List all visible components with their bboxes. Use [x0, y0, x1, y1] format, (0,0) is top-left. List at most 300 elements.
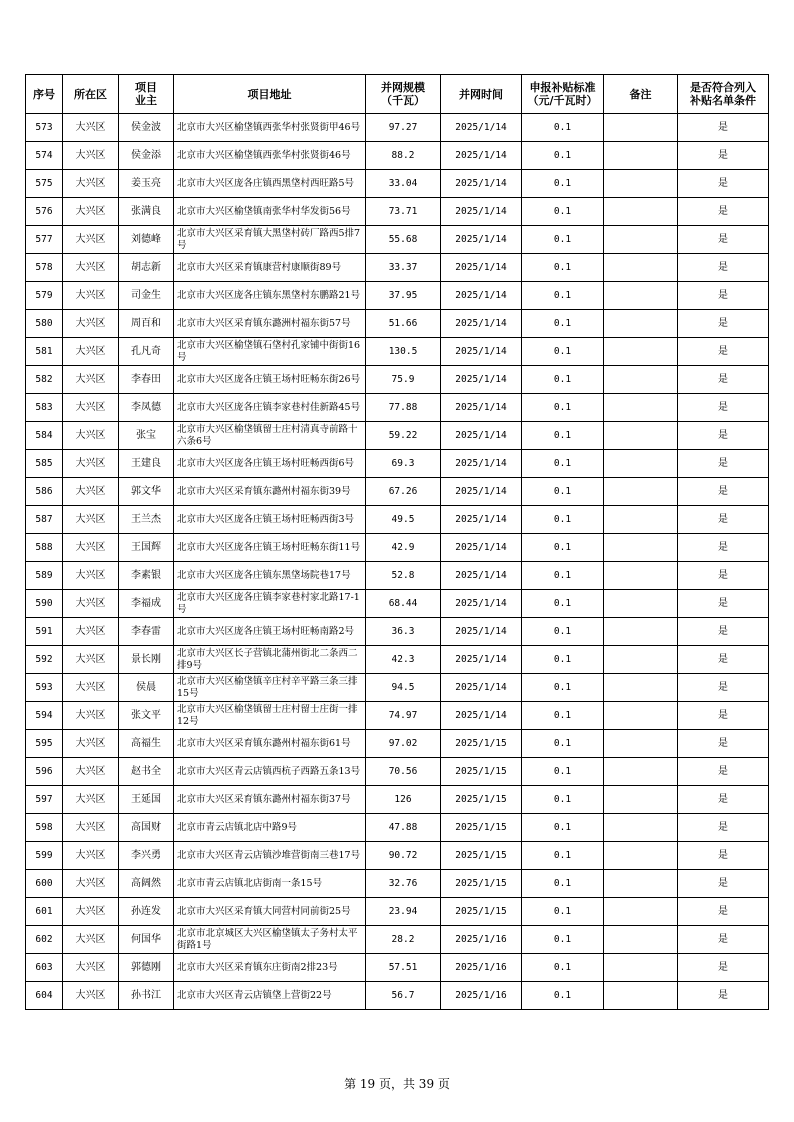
cell-standard: 0.1: [522, 114, 604, 142]
cell-seq: 582: [26, 366, 63, 394]
cell-eligible: 是: [678, 898, 769, 926]
cell-district: 大兴区: [63, 422, 119, 450]
cell-address: 北京市大兴区青云店镇西杭子西路五条13号: [174, 758, 366, 786]
cell-remark: [604, 226, 678, 254]
cell-date: 2025/1/14: [441, 534, 522, 562]
cell-capacity: 51.66: [366, 310, 441, 338]
cell-owner: 胡志新: [119, 254, 174, 282]
table-row: [26, 562, 769, 590]
cell-capacity: 67.26: [366, 478, 441, 506]
cell-remark: [604, 450, 678, 478]
table-row: [26, 702, 769, 730]
cell-remark: [604, 646, 678, 674]
cell-address: 北京市大兴区采育镇东庄街南2排23号: [174, 954, 366, 982]
cell-date: 2025/1/14: [441, 198, 522, 226]
cell-district: 大兴区: [63, 758, 119, 786]
cell-eligible: 是: [678, 310, 769, 338]
cell-address: 北京市大兴区采育镇东潞洲村福东街57号: [174, 310, 366, 338]
table-row: [26, 422, 769, 450]
cell-district: 大兴区: [63, 198, 119, 226]
cell-capacity: 55.68: [366, 226, 441, 254]
cell-standard: 0.1: [522, 226, 604, 254]
cell-date: 2025/1/14: [441, 366, 522, 394]
table-row: [26, 142, 769, 170]
cell-owner: 刘德峰: [119, 226, 174, 254]
table-row: [26, 618, 769, 646]
page-footer: 第 19 页，共 39 页: [344, 1077, 450, 1091]
cell-remark: [604, 506, 678, 534]
cell-capacity: 130.5: [366, 338, 441, 366]
cell-owner: 景长刚: [119, 646, 174, 674]
cell-eligible: 是: [678, 534, 769, 562]
cell-seq: 588: [26, 534, 63, 562]
cell-district: 大兴区: [63, 618, 119, 646]
cell-eligible: 是: [678, 590, 769, 618]
cell-eligible: 是: [678, 870, 769, 898]
cell-eligible: 是: [678, 142, 769, 170]
cell-eligible: 是: [678, 562, 769, 590]
cell-eligible: 是: [678, 394, 769, 422]
cell-date: 2025/1/16: [441, 926, 522, 954]
cell-seq: 581: [26, 338, 63, 366]
table-row: [26, 366, 769, 394]
table-row: [26, 898, 769, 926]
cell-seq: 604: [26, 982, 63, 1010]
table-row: [26, 114, 769, 142]
cell-owner: 王建良: [119, 450, 174, 478]
cell-capacity: 36.3: [366, 618, 441, 646]
cell-capacity: 23.94: [366, 898, 441, 926]
header-standard: 申报补贴标准 （元/千瓦时）: [522, 75, 604, 114]
cell-seq: 593: [26, 674, 63, 702]
cell-district: 大兴区: [63, 310, 119, 338]
cell-owner: 孙连发: [119, 898, 174, 926]
header-owner: 项目 业主: [119, 75, 174, 114]
table-row: [26, 310, 769, 338]
cell-capacity: 37.95: [366, 282, 441, 310]
cell-address: 北京市大兴区采育镇康营村康顺街89号: [174, 254, 366, 282]
table-row: [26, 954, 769, 982]
cell-remark: [604, 842, 678, 870]
cell-owner: 司金生: [119, 282, 174, 310]
cell-capacity: 73.71: [366, 198, 441, 226]
cell-address: 北京市大兴区采育镇东潞州村福东街37号: [174, 786, 366, 814]
cell-seq: 592: [26, 646, 63, 674]
cell-date: 2025/1/14: [441, 702, 522, 730]
cell-seq: 601: [26, 898, 63, 926]
cell-address: 北京市大兴区榆垡镇南张华村华发街56号: [174, 198, 366, 226]
cell-remark: [604, 982, 678, 1010]
cell-seq: 577: [26, 226, 63, 254]
cell-address: 北京市青云店镇北店中路9号: [174, 814, 366, 842]
cell-capacity: 88.2: [366, 142, 441, 170]
cell-standard: 0.1: [522, 730, 604, 758]
cell-eligible: 是: [678, 226, 769, 254]
cell-district: 大兴区: [63, 898, 119, 926]
cell-date: 2025/1/15: [441, 758, 522, 786]
cell-capacity: 42.3: [366, 646, 441, 674]
cell-address: 北京市大兴区庞各庄镇王场村旺畅西街3号: [174, 506, 366, 534]
cell-seq: 599: [26, 842, 63, 870]
cell-district: 大兴区: [63, 870, 119, 898]
cell-capacity: 70.56: [366, 758, 441, 786]
cell-district: 大兴区: [63, 226, 119, 254]
cell-owner: 李兴勇: [119, 842, 174, 870]
cell-district: 大兴区: [63, 114, 119, 142]
cell-seq: 580: [26, 310, 63, 338]
cell-capacity: 97.27: [366, 114, 441, 142]
cell-owner: 姜玉亮: [119, 170, 174, 198]
cell-remark: [604, 954, 678, 982]
header-district: 所在区: [63, 75, 119, 114]
table-row: [26, 338, 769, 366]
cell-address: 北京市大兴区榆垡镇留士庄村留士庄街一排12号: [174, 702, 366, 730]
cell-eligible: 是: [678, 954, 769, 982]
cell-standard: 0.1: [522, 478, 604, 506]
table-row: [26, 814, 769, 842]
cell-capacity: 56.7: [366, 982, 441, 1010]
cell-standard: 0.1: [522, 366, 604, 394]
cell-seq: 595: [26, 730, 63, 758]
cell-capacity: 52.8: [366, 562, 441, 590]
cell-district: 大兴区: [63, 646, 119, 674]
cell-capacity: 28.2: [366, 926, 441, 954]
cell-seq: 589: [26, 562, 63, 590]
cell-standard: 0.1: [522, 170, 604, 198]
cell-eligible: 是: [678, 842, 769, 870]
cell-eligible: 是: [678, 366, 769, 394]
cell-district: 大兴区: [63, 366, 119, 394]
cell-standard: 0.1: [522, 842, 604, 870]
cell-standard: 0.1: [522, 982, 604, 1010]
cell-eligible: 是: [678, 422, 769, 450]
table-row: [26, 674, 769, 702]
cell-remark: [604, 926, 678, 954]
cell-standard: 0.1: [522, 926, 604, 954]
cell-standard: 0.1: [522, 702, 604, 730]
cell-seq: 602: [26, 926, 63, 954]
cell-date: 2025/1/15: [441, 814, 522, 842]
cell-owner: 王国辉: [119, 534, 174, 562]
cell-capacity: 94.5: [366, 674, 441, 702]
cell-standard: 0.1: [522, 534, 604, 562]
cell-owner: 李福成: [119, 590, 174, 618]
cell-district: 大兴区: [63, 254, 119, 282]
cell-district: 大兴区: [63, 590, 119, 618]
cell-address: 北京市大兴区庞各庄镇李家巷村家北路17-1号: [174, 590, 366, 618]
cell-owner: 孙书江: [119, 982, 174, 1010]
header-date: 并网时间: [441, 75, 522, 114]
cell-standard: 0.1: [522, 786, 604, 814]
cell-district: 大兴区: [63, 478, 119, 506]
cell-remark: [604, 478, 678, 506]
cell-remark: [604, 898, 678, 926]
cell-owner: 郭德刚: [119, 954, 174, 982]
cell-district: 大兴区: [63, 170, 119, 198]
cell-seq: 579: [26, 282, 63, 310]
table-row: [26, 982, 769, 1010]
cell-owner: 张满良: [119, 198, 174, 226]
cell-eligible: 是: [678, 506, 769, 534]
cell-standard: 0.1: [522, 338, 604, 366]
table-row: [26, 198, 769, 226]
cell-remark: [604, 394, 678, 422]
cell-address: 北京市大兴区榆垡镇辛庄村辛平路三条三排15号: [174, 674, 366, 702]
table-row: [26, 870, 769, 898]
cell-district: 大兴区: [63, 338, 119, 366]
cell-district: 大兴区: [63, 394, 119, 422]
cell-address: 北京市大兴区采育镇东潞州村福东街61号: [174, 730, 366, 758]
cell-standard: 0.1: [522, 282, 604, 310]
cell-capacity: 57.51: [366, 954, 441, 982]
cell-district: 大兴区: [63, 282, 119, 310]
cell-capacity: 68.44: [366, 590, 441, 618]
cell-date: 2025/1/16: [441, 982, 522, 1010]
cell-standard: 0.1: [522, 618, 604, 646]
table-row: [26, 394, 769, 422]
cell-date: 2025/1/14: [441, 254, 522, 282]
cell-remark: [604, 310, 678, 338]
cell-owner: 孔凡奇: [119, 338, 174, 366]
cell-seq: 596: [26, 758, 63, 786]
cell-owner: 高阔然: [119, 870, 174, 898]
cell-remark: [604, 170, 678, 198]
cell-seq: 597: [26, 786, 63, 814]
cell-owner: 何国华: [119, 926, 174, 954]
header-remark: 备注: [604, 75, 678, 114]
table-row: [26, 758, 769, 786]
cell-standard: 0.1: [522, 954, 604, 982]
cell-capacity: 97.02: [366, 730, 441, 758]
table-row: [26, 282, 769, 310]
cell-address: 北京市大兴区青云店镇垡上营街22号: [174, 982, 366, 1010]
cell-district: 大兴区: [63, 730, 119, 758]
cell-owner: 王延国: [119, 786, 174, 814]
cell-date: 2025/1/14: [441, 618, 522, 646]
cell-eligible: 是: [678, 786, 769, 814]
cell-standard: 0.1: [522, 254, 604, 282]
cell-standard: 0.1: [522, 646, 604, 674]
table-row: [26, 926, 769, 954]
cell-owner: 王兰杰: [119, 506, 174, 534]
cell-date: 2025/1/14: [441, 394, 522, 422]
cell-seq: 594: [26, 702, 63, 730]
cell-address: 北京市大兴区庞各庄镇李家巷村佳新路45号: [174, 394, 366, 422]
cell-remark: [604, 142, 678, 170]
cell-eligible: 是: [678, 282, 769, 310]
cell-remark: [604, 366, 678, 394]
cell-eligible: 是: [678, 254, 769, 282]
cell-seq: 600: [26, 870, 63, 898]
cell-eligible: 是: [678, 338, 769, 366]
cell-capacity: 47.88: [366, 814, 441, 842]
cell-seq: 584: [26, 422, 63, 450]
cell-date: 2025/1/16: [441, 954, 522, 982]
cell-date: 2025/1/15: [441, 730, 522, 758]
cell-owner: 李春田: [119, 366, 174, 394]
cell-capacity: 90.72: [366, 842, 441, 870]
cell-standard: 0.1: [522, 898, 604, 926]
cell-address: 北京市大兴区庞各庄镇东黑垡场院巷17号: [174, 562, 366, 590]
cell-address: 北京市大兴区采育镇大黑垡村砖厂路西5排7号: [174, 226, 366, 254]
cell-address: 北京市大兴区榆垡镇石垡村孔家铺中街街16号: [174, 338, 366, 366]
cell-district: 大兴区: [63, 926, 119, 954]
cell-district: 大兴区: [63, 982, 119, 1010]
cell-capacity: 42.9: [366, 534, 441, 562]
cell-seq: 603: [26, 954, 63, 982]
cell-address: 北京市大兴区庞各庄镇西黑垡村西旺路5号: [174, 170, 366, 198]
cell-district: 大兴区: [63, 534, 119, 562]
cell-address: 北京市大兴区庞各庄镇王场村旺畅东街26号: [174, 366, 366, 394]
cell-standard: 0.1: [522, 394, 604, 422]
cell-date: 2025/1/14: [441, 422, 522, 450]
cell-capacity: 75.9: [366, 366, 441, 394]
cell-date: 2025/1/14: [441, 114, 522, 142]
cell-standard: 0.1: [522, 422, 604, 450]
cell-eligible: 是: [678, 674, 769, 702]
cell-standard: 0.1: [522, 506, 604, 534]
cell-remark: [604, 786, 678, 814]
cell-address: 北京市大兴区庞各庄镇王场村旺畅东街11号: [174, 534, 366, 562]
cell-remark: [604, 590, 678, 618]
cell-address: 北京市大兴区采育镇大同营村同前街25号: [174, 898, 366, 926]
cell-owner: 高福生: [119, 730, 174, 758]
table-row: [26, 534, 769, 562]
cell-date: 2025/1/15: [441, 786, 522, 814]
cell-seq: 583: [26, 394, 63, 422]
cell-address: 北京市大兴区庞各庄镇东黑垡村东鹏路21号: [174, 282, 366, 310]
cell-standard: 0.1: [522, 450, 604, 478]
cell-owner: 李春雷: [119, 618, 174, 646]
cell-address: 北京市大兴区榆垡镇西张华村张贤街46号: [174, 142, 366, 170]
cell-owner: 周百和: [119, 310, 174, 338]
cell-owner: 李素银: [119, 562, 174, 590]
table-row: [26, 786, 769, 814]
cell-district: 大兴区: [63, 814, 119, 842]
cell-date: 2025/1/14: [441, 478, 522, 506]
cell-remark: [604, 618, 678, 646]
table-row: [26, 478, 769, 506]
cell-owner: 郭文华: [119, 478, 174, 506]
cell-owner: 张宝: [119, 422, 174, 450]
cell-standard: 0.1: [522, 758, 604, 786]
cell-capacity: 49.5: [366, 506, 441, 534]
cell-district: 大兴区: [63, 702, 119, 730]
cell-district: 大兴区: [63, 506, 119, 534]
cell-address: 北京市大兴区榆垡镇西张华村张贤街甲46号: [174, 114, 366, 142]
header-eligible: 是否符合列入 补贴名单条件: [678, 75, 769, 114]
cell-seq: 575: [26, 170, 63, 198]
cell-date: 2025/1/14: [441, 562, 522, 590]
cell-date: 2025/1/15: [441, 898, 522, 926]
cell-date: 2025/1/14: [441, 310, 522, 338]
cell-standard: 0.1: [522, 310, 604, 338]
cell-remark: [604, 254, 678, 282]
cell-date: 2025/1/14: [441, 646, 522, 674]
cell-capacity: 32.76: [366, 870, 441, 898]
cell-date: 2025/1/14: [441, 142, 522, 170]
table-row: [26, 842, 769, 870]
table-row: [26, 590, 769, 618]
header-seq: 序号: [26, 75, 63, 114]
cell-owner: 侯金波: [119, 114, 174, 142]
cell-address: 北京市大兴区青云店镇沙堆营街南三巷17号: [174, 842, 366, 870]
cell-seq: 590: [26, 590, 63, 618]
table-row: [26, 450, 769, 478]
header-address: 项目地址: [174, 75, 366, 114]
cell-date: 2025/1/14: [441, 338, 522, 366]
cell-owner: 高国财: [119, 814, 174, 842]
cell-standard: 0.1: [522, 814, 604, 842]
cell-remark: [604, 198, 678, 226]
cell-seq: 573: [26, 114, 63, 142]
cell-standard: 0.1: [522, 590, 604, 618]
cell-date: 2025/1/15: [441, 870, 522, 898]
cell-capacity: 69.3: [366, 450, 441, 478]
cell-capacity: 33.37: [366, 254, 441, 282]
cell-standard: 0.1: [522, 562, 604, 590]
cell-eligible: 是: [678, 646, 769, 674]
cell-remark: [604, 870, 678, 898]
cell-seq: 586: [26, 478, 63, 506]
cell-remark: [604, 562, 678, 590]
table-body: [26, 114, 769, 1010]
cell-remark: [604, 282, 678, 310]
cell-district: 大兴区: [63, 842, 119, 870]
cell-eligible: 是: [678, 618, 769, 646]
cell-date: 2025/1/14: [441, 590, 522, 618]
cell-eligible: 是: [678, 198, 769, 226]
cell-address: 北京市大兴区榆垡镇留士庄村清真寺前路十六条6号: [174, 422, 366, 450]
cell-seq: 578: [26, 254, 63, 282]
cell-eligible: 是: [678, 450, 769, 478]
cell-capacity: 77.88: [366, 394, 441, 422]
cell-date: 2025/1/14: [441, 450, 522, 478]
cell-district: 大兴区: [63, 674, 119, 702]
cell-address: 北京市北京城区大兴区榆垡镇太子务村太平街路1号: [174, 926, 366, 954]
table-row: [26, 730, 769, 758]
cell-seq: 598: [26, 814, 63, 842]
cell-address: 北京市大兴区长子营镇北蒲州街北二条西二排9号: [174, 646, 366, 674]
cell-owner: 张文平: [119, 702, 174, 730]
cell-owner: 李凤德: [119, 394, 174, 422]
cell-capacity: 74.97: [366, 702, 441, 730]
header-capacity: 并网规模 （千瓦）: [366, 75, 441, 114]
cell-eligible: 是: [678, 114, 769, 142]
cell-district: 大兴区: [63, 786, 119, 814]
cell-remark: [604, 674, 678, 702]
cell-seq: 576: [26, 198, 63, 226]
table-row: [26, 254, 769, 282]
cell-owner: 侯金添: [119, 142, 174, 170]
cell-district: 大兴区: [63, 562, 119, 590]
table-header: [26, 75, 769, 114]
cell-standard: 0.1: [522, 198, 604, 226]
cell-date: 2025/1/14: [441, 226, 522, 254]
cell-eligible: 是: [678, 982, 769, 1010]
cell-remark: [604, 114, 678, 142]
cell-date: 2025/1/14: [441, 506, 522, 534]
cell-capacity: 59.22: [366, 422, 441, 450]
cell-standard: 0.1: [522, 674, 604, 702]
cell-district: 大兴区: [63, 450, 119, 478]
cell-seq: 574: [26, 142, 63, 170]
cell-date: 2025/1/14: [441, 282, 522, 310]
cell-eligible: 是: [678, 478, 769, 506]
cell-seq: 585: [26, 450, 63, 478]
subsidy-table: [25, 74, 769, 1010]
cell-district: 大兴区: [63, 954, 119, 982]
